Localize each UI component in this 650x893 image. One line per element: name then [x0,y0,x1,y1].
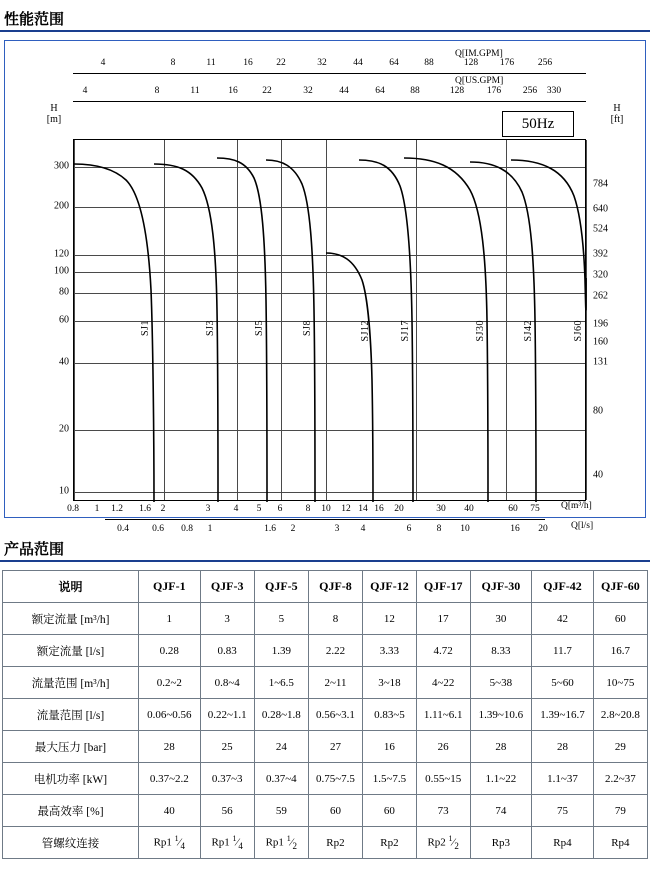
top-secondary-ticks: 4 8 11 16 22 32 44 64 88 128 176 256 330 [82,86,562,96]
table-row [3,699,648,731]
curve-label-sj3: SJ3 [205,320,216,336]
top-primary-ticks: 4 8 11 16 22 32 44 64 88 128 176 256 [100,58,553,68]
table-cell: 5~60 [532,667,594,699]
table-cell: 0.2~2 [139,667,201,699]
table-header-cell: 说明 [3,571,139,603]
plot-area [73,139,586,501]
table-cell: 5 [254,603,308,635]
ylabel-left-10: 10 [59,485,69,497]
table-header-cell: QJF-3 [200,571,254,603]
table-cell: 1.39~16.7 [532,699,594,731]
table-cell: 8 [308,603,362,635]
table-cell: 4~22 [416,667,470,699]
row-label: 管螺纹连接 [3,827,139,859]
bottom-primary-ticks: 0.8 1 1.2 1.6 2 3 4 5 6 8 10 12 14 16 20 30 40 60 75 [67,504,540,514]
table-cell: 0.06~0.56 [139,699,201,731]
table-cell: 26 [416,731,470,763]
table-cell: 1.5~7.5 [363,763,417,795]
table-cell: 12 [363,603,417,635]
table-header-cell: QJF-30 [470,571,532,603]
table-row [3,603,648,635]
row-label: 流量范围 [m³/h] [3,667,139,699]
table-cell: 1 [139,603,201,635]
row-label: 额定流量 [l/s] [3,635,139,667]
table-cell: Rp1 $^1⁄_4$ [139,827,201,859]
table-cell: 2.22 [308,635,362,667]
table-cell: 60 [308,795,362,827]
table-cell: 16.7 [593,635,647,667]
table-cell: 0.28 [139,635,201,667]
table-cell: 0.37~2.2 [139,763,201,795]
table-cell: 25 [200,731,254,763]
table-cell: 0.83 [200,635,254,667]
table-row [3,635,648,667]
table-cell: Rp1 $^1⁄_4$ [200,827,254,859]
ylabel-right-392: 392 [593,248,608,260]
table-cell: Rp4 [593,827,647,859]
table-cell: 1.39~10.6 [470,699,532,731]
table-cell: 1.1~22 [470,763,532,795]
frequency-badge: 50Hz [502,111,574,137]
table-row [3,795,648,827]
table-header-cell: QJF-42 [532,571,594,603]
table-cell: 10~75 [593,667,647,699]
ylabel-right-131: 131 [593,356,608,368]
bottom-secondary-axis-line [105,519,545,520]
table-cell: Rp3 [470,827,532,859]
row-label: 流量范围 [l/s] [3,699,139,731]
table-cell: 2~11 [308,667,362,699]
ylabel-right-40: 40 [593,469,603,481]
table-cell: 0.56~3.1 [308,699,362,731]
table-cell: 3~18 [363,667,417,699]
table-cell: 17 [416,603,470,635]
table-cell: 60 [363,795,417,827]
table-cell: 42 [532,603,594,635]
table-cell: Rp2 [363,827,417,859]
row-label: 额定流量 [m³/h] [3,603,139,635]
ylabel-left-200: 200 [54,200,69,212]
row-label: 最大压力 [bar] [3,731,139,763]
axis-title-top-im-gpm: Q[IM.GPM] [455,49,503,59]
table-cell: 79 [593,795,647,827]
table-row [3,763,648,795]
performance-section-title: 性能范围 [4,11,65,28]
ylabel-right-160: 160 [593,336,608,348]
table-cell: Rp4 [532,827,594,859]
table-cell: 8.33 [470,635,532,667]
table-cell: 3.33 [363,635,417,667]
table-cell: 30 [470,603,532,635]
ylabel-left-120: 120 [54,248,69,260]
performance-title-underline [0,30,650,32]
table-header-cell: QJF-12 [363,571,417,603]
table-cell: 28 [532,731,594,763]
table-header-cell: QJF-5 [254,571,308,603]
table-cell: 28 [139,731,201,763]
table-cell: 0.83~5 [363,699,417,731]
ylabel-left-80: 80 [59,286,69,298]
curve-label-sj42: SJ42 [523,320,534,342]
curve-label-sj12: SJ12 [360,320,371,342]
table-cell: 4.72 [416,635,470,667]
range-title-underline [0,560,650,562]
table-cell: Rp2 $^1⁄_2$ [416,827,470,859]
table-cell: 0.75~7.5 [308,763,362,795]
table-cell: 1~6.5 [254,667,308,699]
axis-title-bottom-m3h: Q[m³/h] [561,501,592,511]
table-cell: Rp1 $^1⁄_2$ [254,827,308,859]
curve-label-sj30: SJ30 [475,320,486,342]
table-cell: 1.11~6.1 [416,699,470,731]
curve-label-sj8: SJ8 [302,320,313,336]
row-label: 最高效率 [%] [3,795,139,827]
table-header-cell: QJF-8 [308,571,362,603]
ylabel-right-524: 524 [593,223,608,235]
ylabel-right-80: 80 [593,405,603,417]
table-cell: 0.37~4 [254,763,308,795]
table-cell: 0.37~3 [200,763,254,795]
ylabel-left-20: 20 [59,423,69,435]
table-cell: 56 [200,795,254,827]
right-axis-unit: H [ft] [610,103,624,125]
curve-label-sj17: SJ17 [400,320,411,342]
table-cell: 0.28~1.8 [254,699,308,731]
ylabel-left-300: 300 [54,160,69,172]
table-cell: 27 [308,731,362,763]
table-cell: 16 [363,731,417,763]
table-cell: 5~38 [470,667,532,699]
table-cell: 59 [254,795,308,827]
table-row [3,827,648,859]
table-cell: 73 [416,795,470,827]
table-cell: 0.8~4 [200,667,254,699]
table-cell: 40 [139,795,201,827]
table-row [3,731,648,763]
curve-label-sj5: SJ5 [254,320,265,336]
performance-chart [4,40,646,534]
table-cell: Rp2 [308,827,362,859]
table-header-cell: QJF-60 [593,571,647,603]
ylabel-left-100: 100 [54,265,69,277]
left-axis-unit: H [m] [46,103,62,125]
ylabel-right-784: 784 [593,178,608,190]
ylabel-left-60: 60 [59,314,69,326]
axis-title-top-us-gpm: Q[US.GPM] [455,76,504,86]
row-label: 电机功率 [kW] [3,763,139,795]
table-cell: 29 [593,731,647,763]
table-cell: 2.8~20.8 [593,699,647,731]
table-cell: 74 [470,795,532,827]
table-row [3,667,648,699]
table-cell: 3 [200,603,254,635]
axis-title-bottom-ls: Q[l/s] [571,521,594,531]
table-cell: 60 [593,603,647,635]
bottom-secondary-ticks: 0.4 0.6 0.8 1 1.6 2 3 4 6 8 10 16 20 [117,524,548,534]
range-section-title: 产品范围 [4,541,65,558]
top-secondary-axis-line [73,101,586,102]
ylabel-right-320: 320 [593,269,608,281]
table-cell: 11.7 [532,635,594,667]
table-header-row [3,571,648,603]
table-header-cell: QJF-17 [416,571,470,603]
ylabel-right-640: 640 [593,203,608,215]
table-cell: 1.39 [254,635,308,667]
table-cell: 75 [532,795,594,827]
ylabel-right-262: 262 [593,290,608,302]
table-header-cell: QJF-1 [139,571,201,603]
table-cell: 24 [254,731,308,763]
table-cell: 1.1~37 [532,763,594,795]
top-primary-axis-line [73,73,586,74]
table-cell: 28 [470,731,532,763]
table-cell: 0.22~1.1 [200,699,254,731]
ylabel-right-196: 196 [593,318,608,330]
curve-label-sj60: SJ60 [573,320,584,342]
curve-label-sj1: SJ1 [140,320,151,336]
product-range-table [2,570,648,859]
table-cell: 0.55~15 [416,763,470,795]
table-cell: 2.2~37 [593,763,647,795]
ylabel-left-40: 40 [59,356,69,368]
